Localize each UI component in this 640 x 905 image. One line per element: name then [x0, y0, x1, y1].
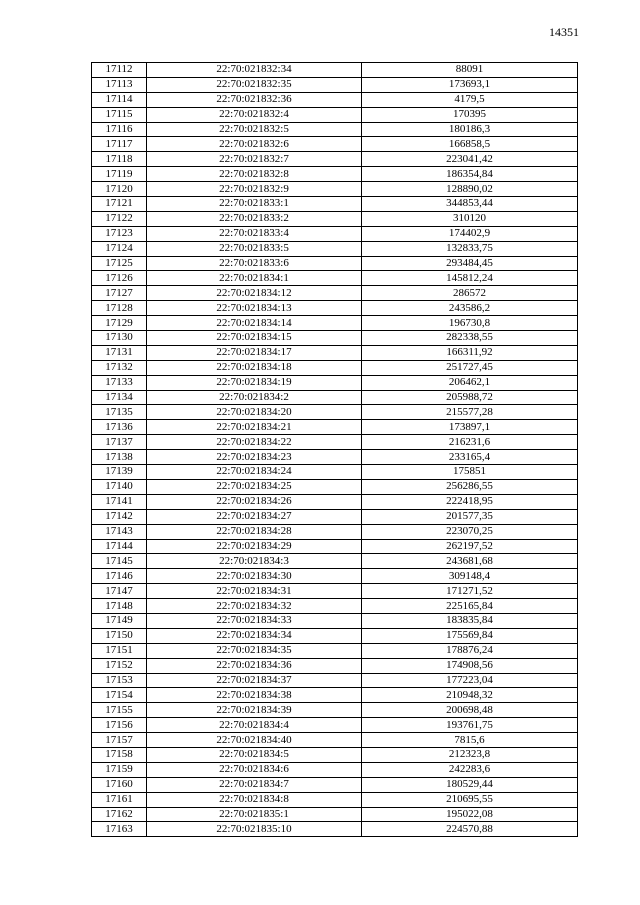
value-cell: 170395: [362, 107, 578, 122]
table-row: [92, 747, 578, 762]
value-cell: 132833,75: [362, 241, 578, 256]
cadastral-number-cell: 22:70:021834:21: [147, 420, 362, 435]
row-number-cell: 17120: [92, 182, 147, 197]
value-cell: 310120: [362, 211, 578, 226]
cadastral-number-cell: 22:70:021833:1: [147, 197, 362, 212]
table-row: [92, 197, 578, 212]
value-cell: 4179,5: [362, 92, 578, 107]
row-number-cell: 17123: [92, 226, 147, 241]
cadastral-number-cell: 22:70:021834:1: [147, 271, 362, 286]
cadastral-number-cell: 22:70:021834:34: [147, 628, 362, 643]
value-cell: 88091: [362, 63, 578, 78]
table-row: [92, 450, 578, 465]
value-cell: 251727,45: [362, 360, 578, 375]
table-row: [92, 152, 578, 167]
table-row: [92, 643, 578, 658]
row-number-cell: 17127: [92, 286, 147, 301]
value-cell: 166311,92: [362, 345, 578, 360]
value-cell: 195022,08: [362, 807, 578, 822]
row-number-cell: 17160: [92, 777, 147, 792]
value-cell: 175569,84: [362, 628, 578, 643]
value-cell: 344853,44: [362, 197, 578, 212]
row-number-cell: 17141: [92, 494, 147, 509]
table-row: [92, 584, 578, 599]
cadastral-number-cell: 22:70:021834:18: [147, 360, 362, 375]
value-cell: 210695,55: [362, 792, 578, 807]
value-cell: 200698,48: [362, 703, 578, 718]
cadastral-number-cell: 22:70:021834:20: [147, 405, 362, 420]
value-cell: 243681,68: [362, 554, 578, 569]
table-row: [92, 405, 578, 420]
table-row: [92, 137, 578, 152]
cadastral-number-cell: 22:70:021833:2: [147, 211, 362, 226]
cadastral-number-cell: 22:70:021832:4: [147, 107, 362, 122]
cadastral-number-cell: 22:70:021834:33: [147, 613, 362, 628]
table-row: [92, 703, 578, 718]
table-row: [92, 465, 578, 480]
table-row: [92, 524, 578, 539]
row-number-cell: 17153: [92, 673, 147, 688]
table-row: [92, 345, 578, 360]
table-row: [92, 286, 578, 301]
row-number-cell: 17146: [92, 569, 147, 584]
row-number-cell: 17136: [92, 420, 147, 435]
value-cell: 222418,95: [362, 494, 578, 509]
row-number-cell: 17162: [92, 807, 147, 822]
row-number-cell: 17134: [92, 390, 147, 405]
table-row: [92, 122, 578, 137]
table-row: [92, 301, 578, 316]
table-row: [92, 658, 578, 673]
table-row: [92, 77, 578, 92]
row-number-cell: 17133: [92, 375, 147, 390]
value-cell: 216231,6: [362, 435, 578, 450]
row-number-cell: 17149: [92, 613, 147, 628]
table-row: [92, 554, 578, 569]
cadastral-number-cell: 22:70:021834:38: [147, 688, 362, 703]
cadastral-number-cell: 22:70:021834:32: [147, 599, 362, 614]
cadastral-number-cell: 22:70:021834:6: [147, 762, 362, 777]
table-row: [92, 435, 578, 450]
row-number-cell: 17156: [92, 718, 147, 733]
cadastral-number-cell: 22:70:021832:36: [147, 92, 362, 107]
table-row: [92, 182, 578, 197]
table-row: [92, 375, 578, 390]
value-cell: 256286,55: [362, 479, 578, 494]
row-number-cell: 17115: [92, 107, 147, 122]
value-cell: 233165,4: [362, 450, 578, 465]
row-number-cell: 17113: [92, 77, 147, 92]
row-number-cell: 17147: [92, 584, 147, 599]
cadastral-number-cell: 22:70:021834:2: [147, 390, 362, 405]
table-row: [92, 241, 578, 256]
row-number-cell: 17139: [92, 465, 147, 480]
table-row: [92, 167, 578, 182]
row-number-cell: 17144: [92, 539, 147, 554]
cadastral-number-cell: 22:70:021832:9: [147, 182, 362, 197]
row-number-cell: 17138: [92, 450, 147, 465]
row-number-cell: 17121: [92, 197, 147, 212]
row-number-cell: 17112: [92, 63, 147, 78]
row-number-cell: 17122: [92, 211, 147, 226]
row-number-cell: 17114: [92, 92, 147, 107]
table-row: [92, 718, 578, 733]
table-row: [92, 63, 578, 78]
row-number-cell: 17143: [92, 524, 147, 539]
table-row: [92, 226, 578, 241]
table-row: [92, 271, 578, 286]
value-cell: 282338,55: [362, 331, 578, 346]
table-row: [92, 762, 578, 777]
value-cell: 309148,4: [362, 569, 578, 584]
table-row: [92, 509, 578, 524]
table-row: [92, 792, 578, 807]
row-number-cell: 17117: [92, 137, 147, 152]
cadastral-number-cell: 22:70:021832:8: [147, 167, 362, 182]
table-row: [92, 256, 578, 271]
cadastral-number-cell: 22:70:021833:4: [147, 226, 362, 241]
value-cell: 242283,6: [362, 762, 578, 777]
cadastral-number-cell: 22:70:021834:39: [147, 703, 362, 718]
value-cell: 186354,84: [362, 167, 578, 182]
table-row: [92, 331, 578, 346]
table-row: [92, 733, 578, 748]
cadastral-number-cell: 22:70:021835:1: [147, 807, 362, 822]
cadastral-number-cell: 22:70:021832:6: [147, 137, 362, 152]
value-cell: 174402,9: [362, 226, 578, 241]
row-number-cell: 17161: [92, 792, 147, 807]
value-cell: 128890,02: [362, 182, 578, 197]
cadastral-number-cell: 22:70:021832:35: [147, 77, 362, 92]
row-number-cell: 17157: [92, 733, 147, 748]
cadastral-number-cell: 22:70:021834:22: [147, 435, 362, 450]
page-number: 14351: [549, 25, 579, 39]
value-cell: 286572: [362, 286, 578, 301]
value-cell: 180529,44: [362, 777, 578, 792]
table-row: [92, 613, 578, 628]
table-row: [92, 599, 578, 614]
table-row: [92, 777, 578, 792]
row-number-cell: 17125: [92, 256, 147, 271]
row-number-cell: 17116: [92, 122, 147, 137]
cadastral-number-cell: 22:70:021834:23: [147, 450, 362, 465]
value-cell: 193761,75: [362, 718, 578, 733]
row-number-cell: 17128: [92, 301, 147, 316]
cadastral-number-cell: 22:70:021834:4: [147, 718, 362, 733]
cadastral-number-cell: 22:70:021834:31: [147, 584, 362, 599]
table-body: [92, 63, 578, 837]
value-cell: 173897,1: [362, 420, 578, 435]
table-row: [92, 688, 578, 703]
row-number-cell: 17155: [92, 703, 147, 718]
cadastral-number-cell: 22:70:021832:5: [147, 122, 362, 137]
value-cell: 223070,25: [362, 524, 578, 539]
row-number-cell: 17135: [92, 405, 147, 420]
table-row: [92, 107, 578, 122]
cadastral-number-cell: 22:70:021834:29: [147, 539, 362, 554]
value-cell: 293484,45: [362, 256, 578, 271]
row-number-cell: 17129: [92, 316, 147, 331]
cadastral-number-cell: 22:70:021834:24: [147, 465, 362, 480]
value-cell: 243586,2: [362, 301, 578, 316]
value-cell: 175851: [362, 465, 578, 480]
row-number-cell: 17137: [92, 435, 147, 450]
value-cell: 205988,72: [362, 390, 578, 405]
value-cell: 177223,04: [362, 673, 578, 688]
table-row: [92, 822, 578, 837]
cadastral-number-cell: 22:70:021834:17: [147, 345, 362, 360]
cadastral-number-cell: 22:70:021832:7: [147, 152, 362, 167]
cadastral-number-cell: 22:70:021834:13: [147, 301, 362, 316]
value-cell: 166858,5: [362, 137, 578, 152]
cadastral-number-cell: 22:70:021834:37: [147, 673, 362, 688]
cadastral-number-cell: 22:70:021834:25: [147, 479, 362, 494]
table-row: [92, 494, 578, 509]
row-number-cell: 17148: [92, 599, 147, 614]
table-row: [92, 420, 578, 435]
row-number-cell: 17131: [92, 345, 147, 360]
value-cell: 201577,35: [362, 509, 578, 524]
table-row: [92, 539, 578, 554]
row-number-cell: 17130: [92, 331, 147, 346]
row-number-cell: 17140: [92, 479, 147, 494]
cadastral-number-cell: 22:70:021834:26: [147, 494, 362, 509]
value-cell: 206462,1: [362, 375, 578, 390]
value-cell: 215577,28: [362, 405, 578, 420]
table-row: [92, 628, 578, 643]
value-cell: 183835,84: [362, 613, 578, 628]
cadastral-number-cell: 22:70:021834:27: [147, 509, 362, 524]
cadastral-number-cell: 22:70:021834:14: [147, 316, 362, 331]
row-number-cell: 17118: [92, 152, 147, 167]
cadastral-number-cell: 22:70:021833:6: [147, 256, 362, 271]
cadastral-number-cell: 22:70:021834:15: [147, 331, 362, 346]
row-number-cell: 17132: [92, 360, 147, 375]
cadastral-number-cell: 22:70:021834:7: [147, 777, 362, 792]
row-number-cell: 17151: [92, 643, 147, 658]
row-number-cell: 17150: [92, 628, 147, 643]
table-row: [92, 479, 578, 494]
value-cell: 180186,3: [362, 122, 578, 137]
cadastral-number-cell: 22:70:021834:30: [147, 569, 362, 584]
row-number-cell: 17126: [92, 271, 147, 286]
cadastral-number-cell: 22:70:021834:28: [147, 524, 362, 539]
table-row: [92, 807, 578, 822]
row-number-cell: 17119: [92, 167, 147, 182]
row-number-cell: 17142: [92, 509, 147, 524]
value-cell: 145812,24: [362, 271, 578, 286]
cadastral-value-table: [91, 62, 578, 837]
row-number-cell: 17163: [92, 822, 147, 837]
value-cell: 173693,1: [362, 77, 578, 92]
cadastral-number-cell: 22:70:021834:35: [147, 643, 362, 658]
cadastral-number-cell: 22:70:021834:19: [147, 375, 362, 390]
table-row: [92, 673, 578, 688]
table-row: [92, 360, 578, 375]
table-row: [92, 390, 578, 405]
cadastral-number-cell: 22:70:021835:10: [147, 822, 362, 837]
value-cell: 225165,84: [362, 599, 578, 614]
table-row: [92, 92, 578, 107]
row-number-cell: 17159: [92, 762, 147, 777]
table-row: [92, 569, 578, 584]
value-cell: 171271,52: [362, 584, 578, 599]
cadastral-number-cell: 22:70:021834:8: [147, 792, 362, 807]
row-number-cell: 17154: [92, 688, 147, 703]
cadastral-number-cell: 22:70:021834:3: [147, 554, 362, 569]
cadastral-number-cell: 22:70:021834:40: [147, 733, 362, 748]
row-number-cell: 17152: [92, 658, 147, 673]
value-cell: 210948,32: [362, 688, 578, 703]
table-row: [92, 211, 578, 226]
value-cell: 174908,56: [362, 658, 578, 673]
value-cell: 178876,24: [362, 643, 578, 658]
table-row: [92, 316, 578, 331]
value-cell: 262197,52: [362, 539, 578, 554]
cadastral-number-cell: 22:70:021833:5: [147, 241, 362, 256]
row-number-cell: 17158: [92, 747, 147, 762]
value-cell: 224570,88: [362, 822, 578, 837]
row-number-cell: 17124: [92, 241, 147, 256]
value-cell: 196730,8: [362, 316, 578, 331]
value-cell: 223041,42: [362, 152, 578, 167]
cadastral-number-cell: 22:70:021834:36: [147, 658, 362, 673]
value-cell: 7815,6: [362, 733, 578, 748]
cadastral-number-cell: 22:70:021832:34: [147, 63, 362, 78]
cadastral-number-cell: 22:70:021834:5: [147, 747, 362, 762]
value-cell: 212323,8: [362, 747, 578, 762]
row-number-cell: 17145: [92, 554, 147, 569]
cadastral-number-cell: 22:70:021834:12: [147, 286, 362, 301]
